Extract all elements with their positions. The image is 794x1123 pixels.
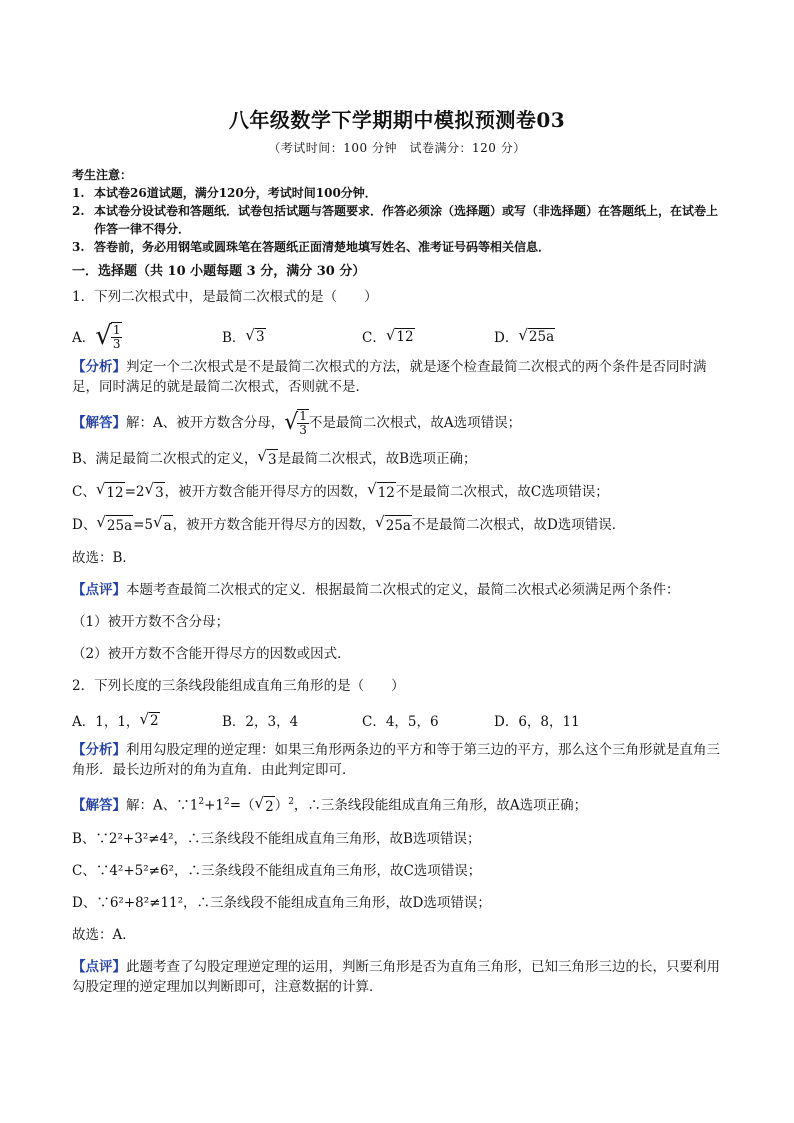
analysis-tag: 【分析】 xyxy=(72,359,126,375)
square-root: √ 3 xyxy=(257,447,277,468)
solution-text: ） xyxy=(274,797,289,814)
fraction xyxy=(111,322,123,351)
exponent: 2 xyxy=(198,797,205,807)
comment-text: 此题考查了勾股定理逆定理的运用，判断三角形是否为直角三角形，已知三角形三边的长，只要利用勾股定理的逆定理加以判断即可，注意数据的计算． xyxy=(72,958,720,995)
notice-item xyxy=(72,202,722,238)
radical-sign: √ xyxy=(284,410,299,435)
square-root: √ 12 xyxy=(95,480,124,501)
square-root: √ a xyxy=(153,513,172,534)
square-root: √ 25a xyxy=(375,513,411,534)
analysis-paragraph xyxy=(72,357,722,397)
solution-text: 不是最简二次根式，故A选项错误； xyxy=(308,415,522,431)
solution-text: ，被开方数含能开得尽方的因数， xyxy=(172,517,376,533)
radicand: 2 xyxy=(264,796,275,817)
solution-text: =5 xyxy=(133,517,154,533)
solution-text: B、满足最简二次根式的定义， xyxy=(72,451,258,467)
solution-text: +1 xyxy=(204,797,224,814)
square-root: √ 2 xyxy=(139,709,159,729)
solution-text: ，被开方数含能开得尽方的因数， xyxy=(164,484,368,500)
section-heading: 一．选择题（共 10 小题每题 3 分，满分 30 分） xyxy=(72,264,366,279)
radicand: 25a xyxy=(385,515,412,536)
notice-item xyxy=(72,184,722,202)
solution-line-b xyxy=(72,449,722,470)
option-b: B．2，3，4 xyxy=(222,714,299,730)
document-page xyxy=(72,104,722,1009)
solution-text: 解：A、被开方数含分母， xyxy=(126,415,285,431)
solution-text: ，∴三条线段能组成直角三角形，故A选项正确； xyxy=(293,797,588,814)
question-1-stem: 1．下列二次根式中，是最简二次根式的是（ ） xyxy=(72,289,378,305)
square-root: √ 3 xyxy=(245,325,265,345)
notice-heading: 考生注意： xyxy=(72,168,133,182)
solution-line-d: D、∵6²+8²≠11²，∴三条线段不能组成直角三角形，故D选项错误； xyxy=(72,894,491,911)
option-d: D．6，8，11 xyxy=(494,714,580,730)
option-a xyxy=(72,322,222,351)
numerator: 1 xyxy=(112,322,121,337)
radicand: 2 xyxy=(150,712,159,729)
analysis-tag: 【分析】 xyxy=(72,742,126,758)
square-root: √ 25a xyxy=(96,513,133,534)
comment-paragraph xyxy=(72,580,722,600)
option-label: C． xyxy=(362,330,386,346)
solution-text: 不是最简二次根式，故C选项错误； xyxy=(395,484,609,500)
radicand: 12 xyxy=(377,482,396,503)
notice-text: 本试卷26道试题，满分120分，考试时间100分钟． xyxy=(94,186,377,200)
solution-tag: 【解答】 xyxy=(72,415,126,431)
square-root: √ 12 xyxy=(385,325,414,345)
square-root: √ 12 xyxy=(367,480,395,501)
exponent: 2 xyxy=(223,797,230,807)
solution-text: 解：A、∵1 xyxy=(126,797,199,814)
option-c xyxy=(362,326,494,346)
question-1-options xyxy=(72,319,722,353)
analysis-paragraph xyxy=(72,740,722,780)
comment-tag: 【点评】 xyxy=(72,582,126,598)
radicand: 25a xyxy=(528,328,555,345)
question-2-stem: 2．下列长度的三条线段能组成直角三角形的是（ ） xyxy=(72,678,405,694)
comment-paragraph xyxy=(72,957,722,997)
denominator: 3 xyxy=(112,336,121,351)
solution-line-c: C、∵4²+5²≠6²，∴三条线段不能组成直角三角形，故C选项错误； xyxy=(72,862,482,879)
option-a xyxy=(72,710,222,730)
option-b xyxy=(222,326,362,346)
condition-2: （2）被开方数不含能开得尽方的因数或因式． xyxy=(72,646,351,662)
question-2-options xyxy=(72,708,722,732)
radical-sign: √ xyxy=(95,321,112,351)
exam-info: （考试时间：100 分钟 试卷满分：120 分） xyxy=(268,141,526,155)
radicand: 3 xyxy=(255,328,265,345)
notice-number: 2. xyxy=(72,204,85,218)
exponent: 2 xyxy=(288,797,294,807)
denominator: 3 xyxy=(299,423,307,437)
comment-text: 本题考查最简二次根式的定义．根据最简二次根式的定义，最简二次根式必须满足两个条件： xyxy=(126,582,680,598)
radicand: a xyxy=(163,515,173,536)
solution-line-d xyxy=(72,515,722,536)
square-root: √ 25a xyxy=(518,325,555,345)
radicand: 12 xyxy=(396,328,414,345)
radicand: 12 xyxy=(105,482,124,503)
square-root: √ 3 xyxy=(144,480,164,501)
solution-line-a xyxy=(72,409,722,437)
notice-item xyxy=(72,238,722,256)
notice-text: 本试卷分设试卷和答题纸．试卷包括试题与答题要求．作答必须涂（选择题）或写（非选择题）在答题纸上，在试卷上作答一律不得分． xyxy=(94,204,719,236)
solution-text: 是最简二次根式，故B选项正确； xyxy=(277,451,477,467)
answer-choice: 故选：B． xyxy=(72,550,136,566)
page-title: 八年级数学下学期期中模拟预测卷03 xyxy=(228,108,566,132)
solution-line-b: B、∵2²+3²≠4²，∴三条线段不能组成直角三角形，故B选项错误； xyxy=(72,830,481,847)
solution-text: C、 xyxy=(72,484,96,500)
solution-tag: 【解答】 xyxy=(72,797,126,814)
solution-line-a xyxy=(72,792,722,817)
solution-text: =2 xyxy=(124,484,145,500)
notice-text: 答卷前，务必用钢笔或圆珠笔在答题纸正面清楚地填写姓名、准考证号码等相关信息． xyxy=(94,240,551,254)
option-c: C．4，5，6 xyxy=(362,714,439,730)
solution-line-c xyxy=(72,482,722,503)
solution-text: 不是最简二次根式，故D选项错误． xyxy=(411,517,626,533)
analysis-text: 判定一个二次根式是不是最简二次根式的方法，就是逐个检查最简二次根式的两个条件是否同时满足，同时满足的就是最简二次根式，否则就不是． xyxy=(72,359,707,395)
radicand: 3 xyxy=(267,449,278,470)
radicand: 25a xyxy=(106,515,133,536)
notice-number: 1. xyxy=(72,186,85,200)
option-label: A．1，1， xyxy=(72,714,140,730)
numerator: 1 xyxy=(299,409,307,423)
notice-number: 3. xyxy=(72,240,85,254)
option-label: A． xyxy=(72,330,96,346)
solution-text: =（ xyxy=(229,797,255,814)
solution-text: D、 xyxy=(72,517,97,533)
radicand: 3 xyxy=(154,482,165,503)
comment-tag: 【点评】 xyxy=(72,958,126,975)
exam-notice xyxy=(72,166,722,256)
option-label: D． xyxy=(494,330,519,346)
analysis-text: 利用勾股定理的逆定理：如果三角形两条边的平方和等于第三边的平方，那么这个三角形就是直角三角形．最长边所对的角为直角．由此判定即可． xyxy=(72,742,720,778)
square-root: √ 2 xyxy=(254,793,274,815)
fraction xyxy=(297,409,309,437)
condition-1: （1）被开方数不含分母； xyxy=(72,614,230,630)
answer-choice: 故选：A． xyxy=(72,926,136,943)
option-label: B． xyxy=(222,330,246,346)
option-d xyxy=(494,326,634,346)
